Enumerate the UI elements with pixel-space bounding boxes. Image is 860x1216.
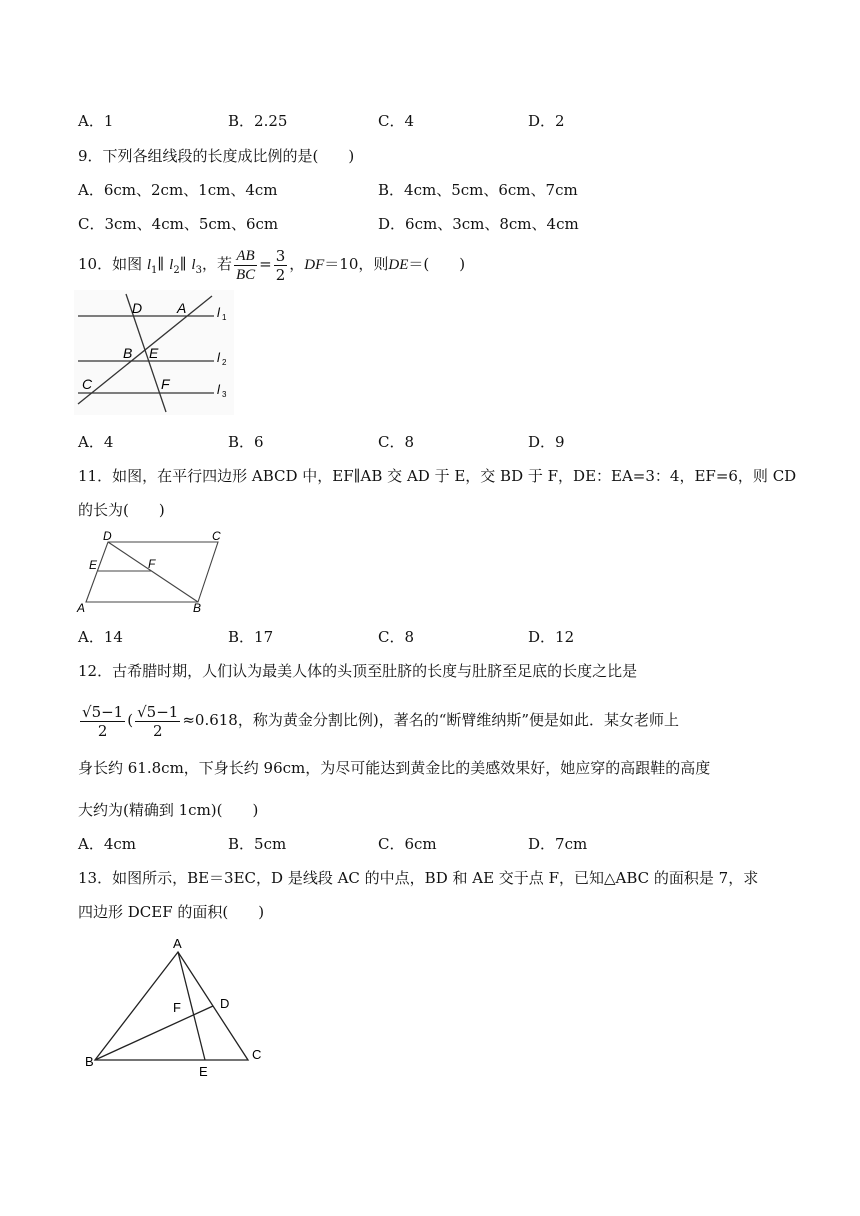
q9-option-b: B．4cm、5cm、6cm、7cm xyxy=(378,181,578,199)
q12-option-a: A．4cm xyxy=(78,835,137,853)
q12-golden-fraction: $\frac{√5-1}{2}$ xyxy=(82,702,124,740)
svg-text:l: l xyxy=(217,305,220,320)
q9-option-c: C．3cm、4cm、5cm、6cm xyxy=(78,215,279,233)
q12-option-c: C．6cm xyxy=(378,835,437,853)
svg-text:A: A xyxy=(173,936,182,951)
q12-stem-line2: $\frac{√5-1}{2}$ ( $\frac{√5-1}{2}$ ≈0.618，称为黄金分割比例)，著名的“断臂维纳斯”便是如此．某女老师上 xyxy=(82,702,680,740)
svg-text:A: A xyxy=(77,601,86,614)
svg-text:F: F xyxy=(148,557,156,571)
q11-stem-line2: 的长为( ) xyxy=(78,501,165,519)
q10-stem: 10．如图 $l_1\parallel$ $l_2\parallel$ $l_3$，若 $\frac{AB}{BC}$ = $\frac{3}{2}$ ，DF＝10，则DE＝( ) xyxy=(78,246,466,284)
q12-stem-line1: 12．古希腊时期，人们认为最美人体的头顶至肚脐的长度与肚脐至足底的长度之比是 xyxy=(78,662,638,680)
svg-text:E: E xyxy=(149,345,159,361)
q11-option-c: C．8 xyxy=(378,628,415,646)
svg-text:B: B xyxy=(85,1054,94,1069)
q11-option-a: A．14 xyxy=(78,628,123,646)
q13-stem-line1: 13．如图所示，BE＝3EC，D 是线段 AC 的中点，BD 和 AE 交于点 F，已知△ABC 的面积是 7，求 xyxy=(78,869,759,887)
q11-option-d: D．12 xyxy=(528,628,575,646)
q12-golden-fraction-repeat: $\frac{√5-1}{2}$ xyxy=(137,702,179,740)
svg-text:E: E xyxy=(89,558,98,572)
q8-option-b: B．2.25 xyxy=(228,112,288,130)
svg-text:C: C xyxy=(212,530,221,543)
q10-value-fraction: $\frac{3}{2}$ xyxy=(275,246,286,284)
svg-text:l: l xyxy=(217,350,220,365)
svg-text:C: C xyxy=(252,1047,262,1062)
q10-option-b: B．6 xyxy=(228,433,264,451)
q9-option-a: A．6cm、2cm、1cm、4cm xyxy=(78,181,278,199)
svg-text:l: l xyxy=(217,382,220,397)
q10-option-c: C．8 xyxy=(378,433,415,451)
svg-text:D: D xyxy=(103,530,112,543)
svg-text:A: A xyxy=(177,300,187,316)
q8-option-d: D．2 xyxy=(528,112,565,130)
q11-option-b: B．17 xyxy=(228,628,274,646)
q12-stem-line3: 身长约 61.8cm，下身长约 96cm，为尽可能达到黄金比的美感效果好，她应穿的高跟鞋的高度 xyxy=(78,759,711,777)
svg-text:3: 3 xyxy=(222,390,227,399)
svg-text:B: B xyxy=(193,601,202,614)
q13-triangle-figure xyxy=(80,932,270,1080)
q11-stem-line1: 11．如图，在平行四边形 ABCD 中，EF∥AB 交 AD 于 E，交 BD 于 F，DE：EA=3：4，EF=6，则 CD xyxy=(78,467,797,485)
svg-text:D: D xyxy=(132,300,143,316)
svg-text:F: F xyxy=(161,376,170,392)
q11-parallelogram-figure xyxy=(76,530,228,614)
svg-text:D: D xyxy=(220,996,230,1011)
svg-text:F: F xyxy=(173,1000,181,1015)
svg-text:C: C xyxy=(82,376,93,392)
q8-option-a: A．1 xyxy=(78,112,114,130)
q8-option-c: C．4 xyxy=(378,112,415,130)
q10-ratio-fraction: $\frac{AB}{BC}$ xyxy=(235,247,256,283)
svg-text:2: 2 xyxy=(222,358,227,367)
svg-text:E: E xyxy=(199,1064,208,1079)
svg-text:1: 1 xyxy=(222,313,227,322)
q13-stem-line2: 四边形 DCEF 的面积( ) xyxy=(78,903,265,921)
q10-option-d: D．9 xyxy=(528,433,565,451)
q9-option-d: D．6cm、3cm、8cm、4cm xyxy=(378,215,579,233)
svg-text:B: B xyxy=(123,345,133,361)
q10-parallel-lines-figure xyxy=(74,290,234,415)
q12-stem-line4: 大约为(精确到 1cm)( ) xyxy=(78,801,259,819)
q10-option-a: A．4 xyxy=(78,433,114,451)
q12-option-d: D．7cm xyxy=(528,835,588,853)
q12-option-b: B．5cm xyxy=(228,835,287,853)
q9-stem: 9．下列各组线段的长度成比例的是( ) xyxy=(78,147,355,165)
